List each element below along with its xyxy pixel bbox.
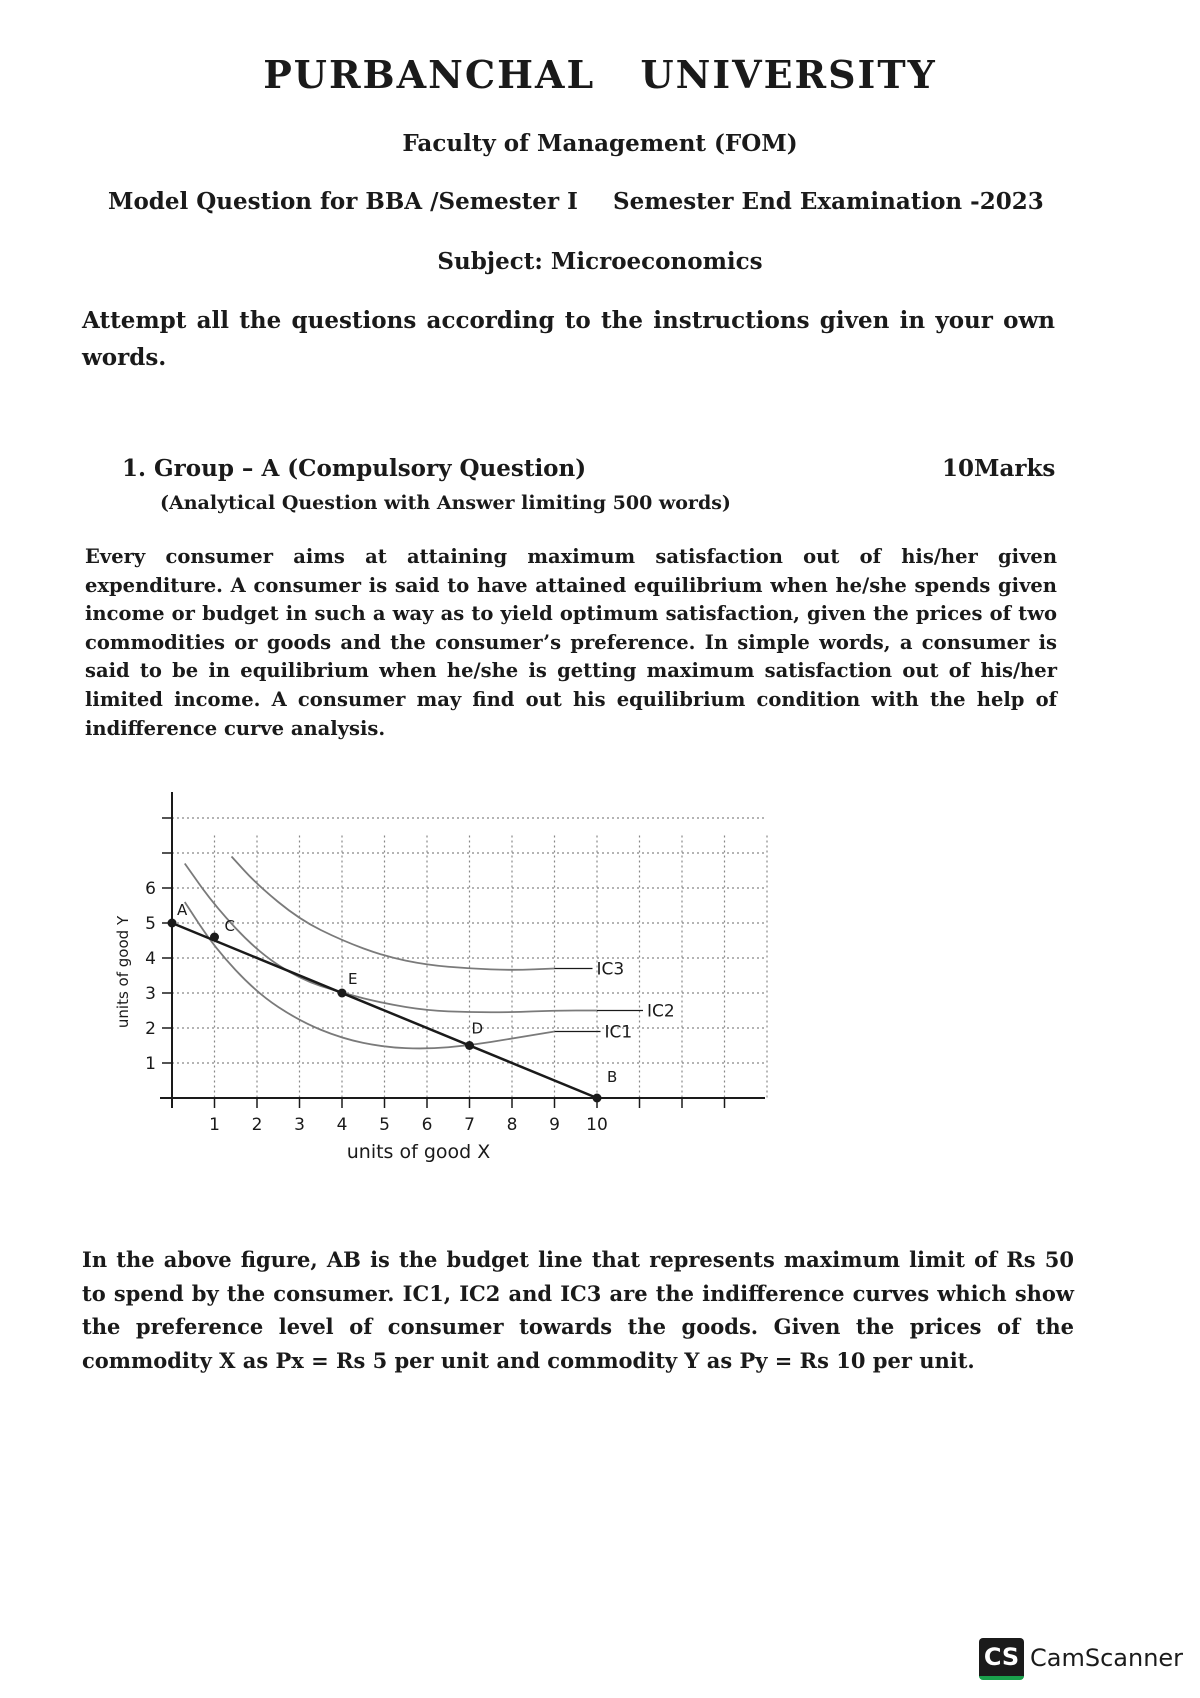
point-label-b: B	[607, 1068, 618, 1086]
curve-label-ic3: IC3	[596, 959, 625, 980]
x-tick-label: 10	[586, 1115, 608, 1135]
x-tick-label: 1	[209, 1115, 220, 1135]
point-label-a: A	[177, 901, 188, 919]
y-tick-label: 3	[145, 984, 156, 1004]
model-question-label: Model Question for BBA /Semester I	[108, 188, 578, 215]
curve-ic1	[185, 902, 555, 1048]
x-tick-label: 9	[549, 1115, 560, 1135]
instructions: Attempt all the questions according to the instructions given in your own words.	[82, 307, 1055, 371]
chart-grid	[172, 818, 767, 1098]
camscanner-badge: CS	[979, 1638, 1024, 1680]
figure-explanation: In the above figure, AB is the budget line that represents maximum limit of Rs 50 to spend by the consumer. IC1, IC2 and IC3 are the indifference curves which show the preference level of consumer towards the goods. Given the prices of the commodity X as Px = Rs 5 per unit and commodity Y as Py = Rs 10 per unit.	[82, 1247, 1074, 1373]
point-a	[168, 919, 177, 928]
indifference-curves	[185, 857, 675, 1049]
y-tick-label: 6	[145, 879, 156, 899]
chart-axes	[160, 792, 765, 1108]
group-a-heading: 1. Group – A (Compulsory Question)	[122, 455, 587, 482]
group-a-subheading: (Analytical Question with Answer limiting 500 words)	[160, 492, 731, 514]
camscanner-name: CamScanner	[1030, 1644, 1184, 1672]
y-tick-label: 1	[145, 1054, 156, 1074]
point-e	[338, 989, 347, 998]
curve-label-ic1: IC1	[604, 1022, 633, 1043]
x-tick-label: 6	[421, 1115, 433, 1135]
point-c	[210, 933, 219, 942]
group-a-marks: 10Marks	[942, 455, 1056, 482]
exam-label: Semester End Examination -2023	[613, 188, 1044, 215]
faculty-line: Faculty of Management (FOM)	[402, 130, 798, 157]
point-b	[593, 1094, 602, 1103]
x-tick-label: 2	[251, 1115, 263, 1135]
indifference-curve-chart	[110, 780, 770, 1170]
y-tick-label: 4	[145, 949, 156, 969]
curve-ic3	[232, 857, 555, 970]
axis-ticks	[145, 818, 724, 1135]
curve-label-ic2: IC2	[647, 1001, 675, 1022]
x-tick-label: 8	[506, 1115, 518, 1135]
exam-info-row	[108, 188, 1108, 215]
point-label-e: E	[348, 970, 358, 988]
curve-ic2	[185, 864, 597, 1013]
point-label-c: C	[224, 917, 235, 935]
question-paragraph: Every consumer aims at attaining maximum satisfaction out of his/her given expenditure. A consumer is said to have attained equilibrium when he/she spends given income or budget in such a way as to yield optimum satisfaction, given the prices of two commodities or goods and the consumer’s preference. In simple words, a consumer is said to be in equilibrium when he/she is getting maximum satisfaction out of his/her limited income. A consumer may find out his equilibrium condition with the help of indifference curve analysis.	[85, 545, 1057, 740]
subject-line: Subject: Microeconomics	[437, 248, 763, 275]
point-label-d: D	[471, 1019, 484, 1038]
x-tick-label: 7	[464, 1115, 475, 1135]
point-d	[465, 1041, 474, 1050]
x-tick-label: 3	[294, 1115, 305, 1135]
chart-points	[168, 901, 618, 1103]
y-tick-label: 2	[145, 1019, 156, 1039]
university-title: PURBANCHAL UNIVERSITY	[263, 52, 937, 97]
x-axis-label: units of good X	[346, 1141, 491, 1163]
x-tick-label: 5	[379, 1115, 390, 1135]
y-tick-label: 5	[145, 914, 156, 934]
x-tick-label: 4	[336, 1115, 348, 1135]
y-axis-label: units of good Y	[114, 915, 132, 1029]
